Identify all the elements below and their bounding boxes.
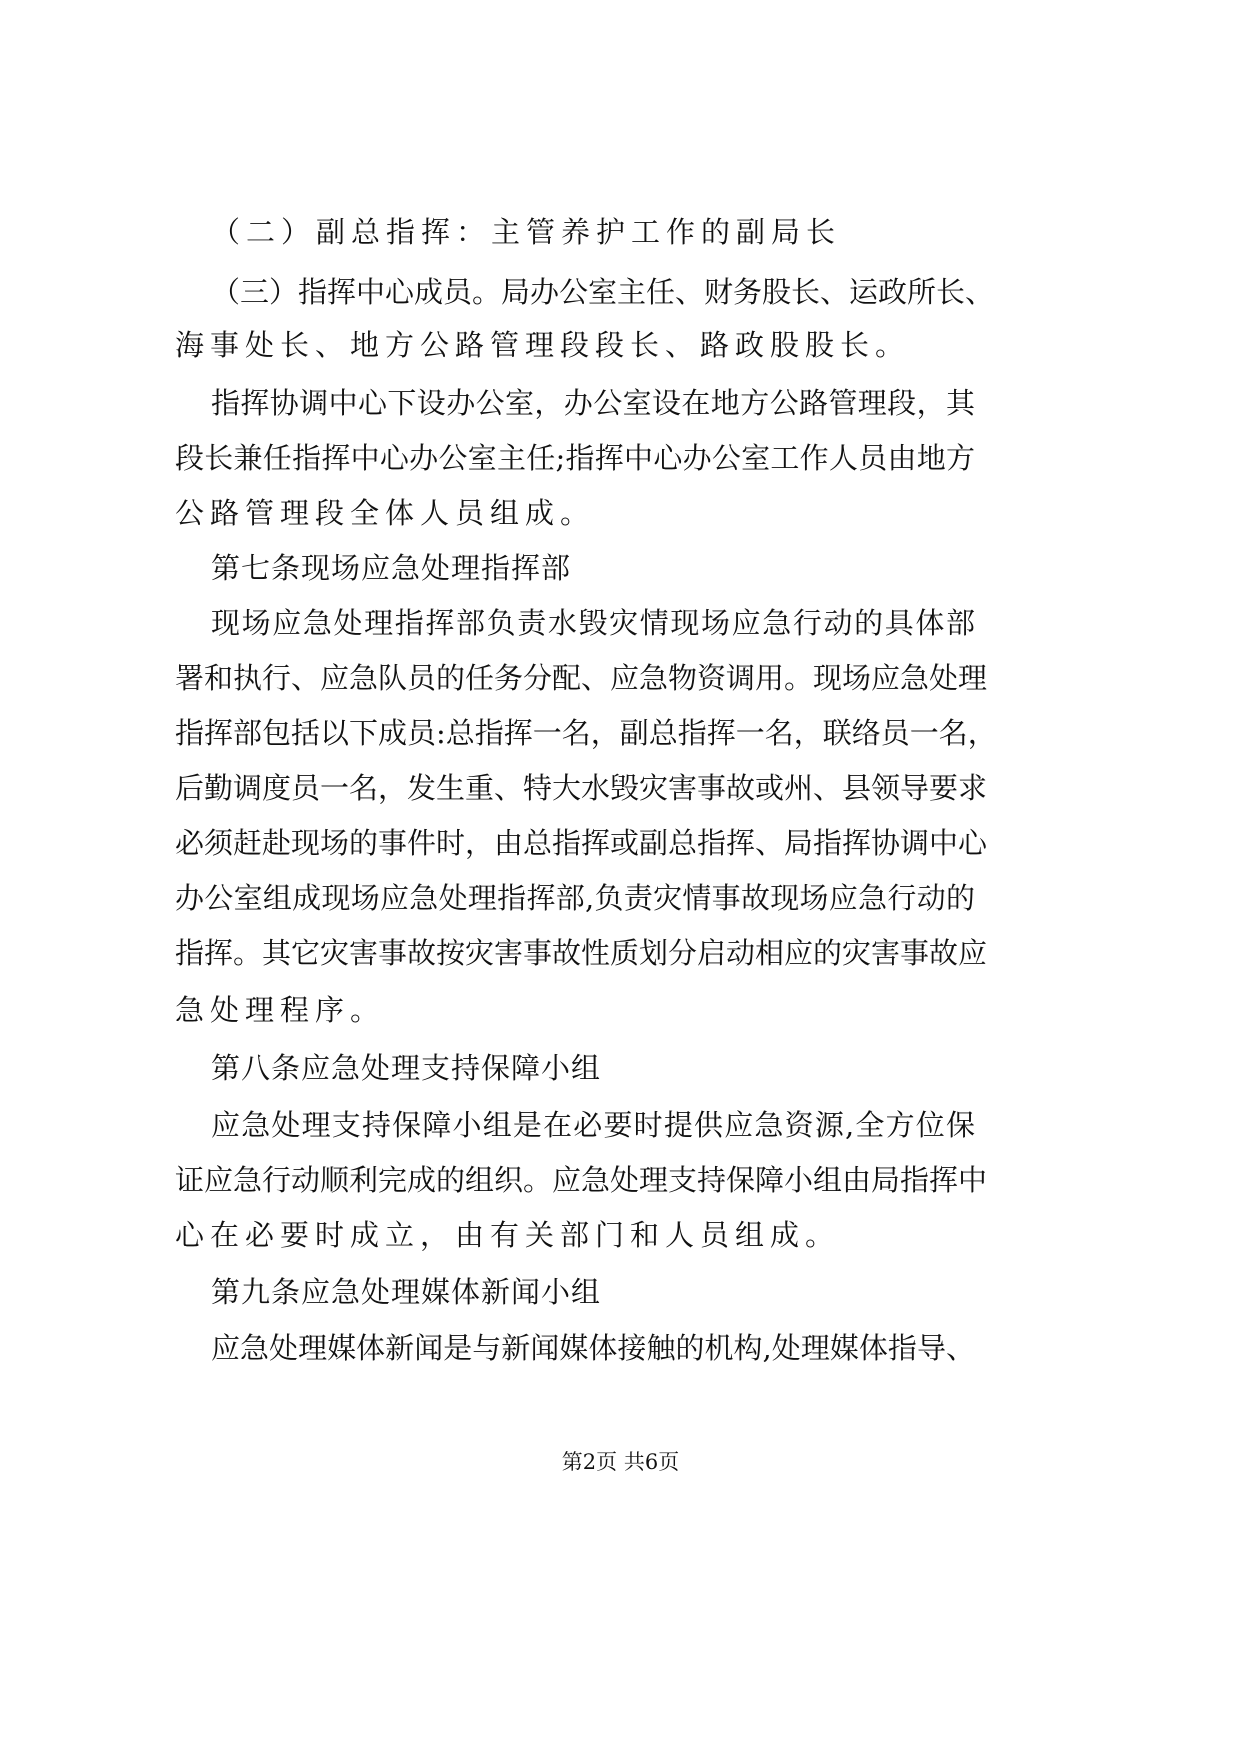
page-number-footer: 第2页 共6页 [561,1450,680,1474]
paragraph-line: 署和执行、应急队员的任务分配、应急物资调用。现场应急处理 [175,661,988,695]
paragraph-line: 指挥部包括以下成员:总指挥一名，副总指挥一名，联络员一名， [175,716,997,750]
paragraph-line: 必须赶赴现场的事件时，由总指挥或副总指挥、局指挥协调中心 [175,826,988,860]
paragraph-line: 段长兼任指挥中心办公室主任;指挥中心办公室工作人员由地方 [175,441,975,475]
paragraph-line: 后勤调度员一名，发生重、特大水毁灾害事故或州、县领导要求 [175,771,988,805]
paragraph-line: 指挥协调中心下设办公室，办公室设在地方公路管理段，其 [211,386,975,420]
paragraph-line: 办公室组成现场应急处理指挥部,负责灾情事故现场应急行动的 [175,881,975,915]
paragraph-line: 证应急行动顺利完成的组织。应急处理支持保障小组由局指挥中 [175,1163,988,1197]
paragraph-line: 应急处理支持保障小组是在必要时提供应急资源,全方位保 [211,1108,975,1142]
paragraph-line: 应急处理媒体新闻是与新闻媒体接触的机构,处理媒体指导、 [211,1331,975,1365]
section-heading-article-9: 第九条应急处理媒体新闻小组 [211,1275,602,1309]
paragraph-line: 指挥。其它灾害事故按灾害事故性质划分启动相应的灾害事故应 [175,936,988,970]
section-heading-article-8: 第八条应急处理支持保障小组 [211,1051,602,1085]
list-item-deputy-commander: （二）副总指挥：主管养护工作的副局长 [211,215,842,249]
section-heading-article-7: 第七条现场应急处理指挥部 [211,551,572,585]
list-item-center-members: （三）指挥中心成员。局办公室主任、财务股长、运政所长、 [211,275,995,309]
paragraph-line: 现场应急处理指挥部负责水毁灾情现场应急行动的具体部 [211,606,975,640]
paragraph-line: 心在必要时成立，由有关部门和人员组成。 [175,1218,841,1252]
paragraph-line: 海事处长、地方公路管理段段长、路政股股长。 [175,328,911,362]
paragraph-line: 公路管理段全体人员组成。 [175,496,596,530]
paragraph-line: 急处理程序。 [175,993,386,1027]
